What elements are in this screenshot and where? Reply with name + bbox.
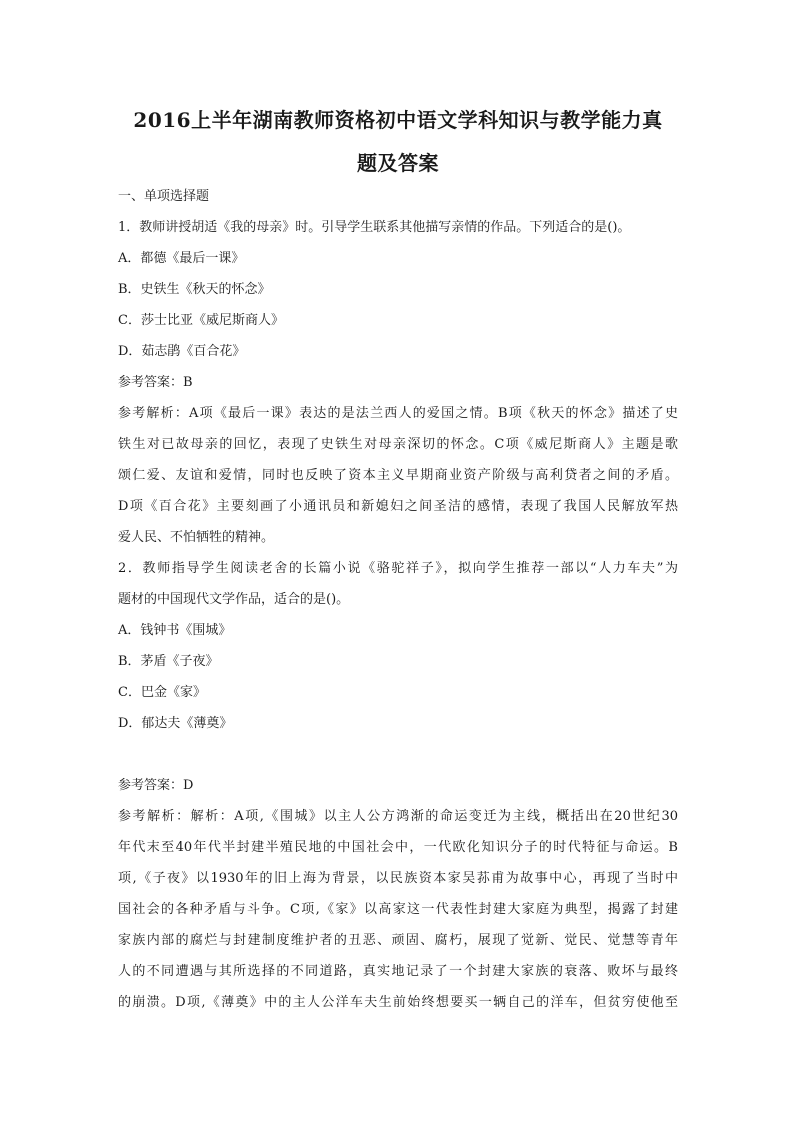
question-1-analysis-line: D项《百合花》主要刻画了小通讯员和新媳妇之间圣洁的感情，表现了我国人民解放军热 bbox=[118, 499, 678, 514]
question-2-option-a: A．钱钟书《围城》 bbox=[118, 623, 232, 638]
question-2-answer: 参考答案：D bbox=[118, 778, 194, 793]
question-2-analysis-line: 项,《子夜》以1930年的旧上海为背景，以民族资本家吴荪甫为故事中心，再现了当时中 bbox=[118, 871, 678, 886]
document-title-line-2: 题及答案 bbox=[357, 151, 439, 175]
question-1-analysis-line: 爱人民、不怕牺牲的精神。 bbox=[118, 530, 275, 545]
blank-spacer bbox=[118, 739, 678, 770]
question-1-stem: 1．教师讲授胡适《我的母亲》时。引导学生联系其他描写亲情的作品。下列适合的是()。 bbox=[118, 220, 631, 235]
question-1-option-a: A．都德《最后一课》 bbox=[118, 251, 245, 266]
question-2-analysis-line: 人的不同遭遇与其所选择的不同道路，真实地记录了一个封建大家族的衰落、败坏与最终 bbox=[118, 964, 678, 979]
document-title-line-1: 2016上半年湖南教师资格初中语文学科知识与教学能力真 bbox=[133, 108, 663, 132]
document-body bbox=[118, 181, 678, 1018]
question-1-answer: 参考答案：B bbox=[118, 375, 193, 390]
question-2-option-b: B．茅盾《子夜》 bbox=[118, 654, 219, 669]
question-1-analysis-line: 颂仁爱、友谊和爱情，同时也反映了资本主义早期商业资产阶级与高利贷者之间的矛盾。 bbox=[118, 468, 678, 483]
question-2-analysis-line: 家族内部的腐烂与封建制度维护者的丑恶、顽固、腐朽，展现了觉新、觉民、觉慧等青年 bbox=[118, 933, 678, 948]
question-1-analysis-line: 铁生对已故母亲的回忆，表现了史铁生对母亲深切的怀念。C项《威尼斯商人》主题是歌 bbox=[118, 437, 678, 452]
question-2-analysis-line: 国社会的各种矛盾与斗争。C项,《家》以高家这一代表性封建大家庭为典型，揭露了封建 bbox=[118, 902, 678, 917]
question-2-option-d: D．郁达夫《薄奠》 bbox=[118, 716, 233, 731]
question-2-stem-line: 2．教师指导学生阅读老舍的长篇小说《骆驼祥子》，拟向学生推荐一部以“人力车夫”为 bbox=[118, 561, 678, 576]
question-2-analysis-line: 参考解析：解析：A项,《围城》以主人公方鸿渐的命运变迁为主线，概括出在20世纪30 bbox=[118, 809, 678, 824]
question-1-analysis-line: 参考解析：A项《最后一课》表达的是法兰西人的爱国之情。B项《秋天的怀念》描述了史 bbox=[118, 406, 678, 421]
question-2-option-c: C．巴金《家》 bbox=[118, 685, 206, 700]
question-1-option-b: B．史铁生《秋天的怀念》 bbox=[118, 282, 271, 297]
question-2-stem-line: 题材的中国现代文学作品，适合的是()。 bbox=[118, 592, 350, 607]
question-1-option-c: C．莎士比亚《威尼斯商人》 bbox=[118, 313, 284, 328]
question-2-analysis-line: 的崩溃。D项,《薄奠》中的主人公洋车夫生前始终想要买一辆自己的洋车，但贫穷使他至 bbox=[118, 995, 678, 1010]
section-heading: 一、单项选择题 bbox=[118, 189, 210, 204]
question-1-option-d: D．茹志鹃《百合花》 bbox=[118, 344, 246, 359]
question-2-analysis-line: 年代末至40年代半封建半殖民地的中国社会中，一代欧化知识分子的时代特征与命运。B bbox=[118, 840, 678, 855]
